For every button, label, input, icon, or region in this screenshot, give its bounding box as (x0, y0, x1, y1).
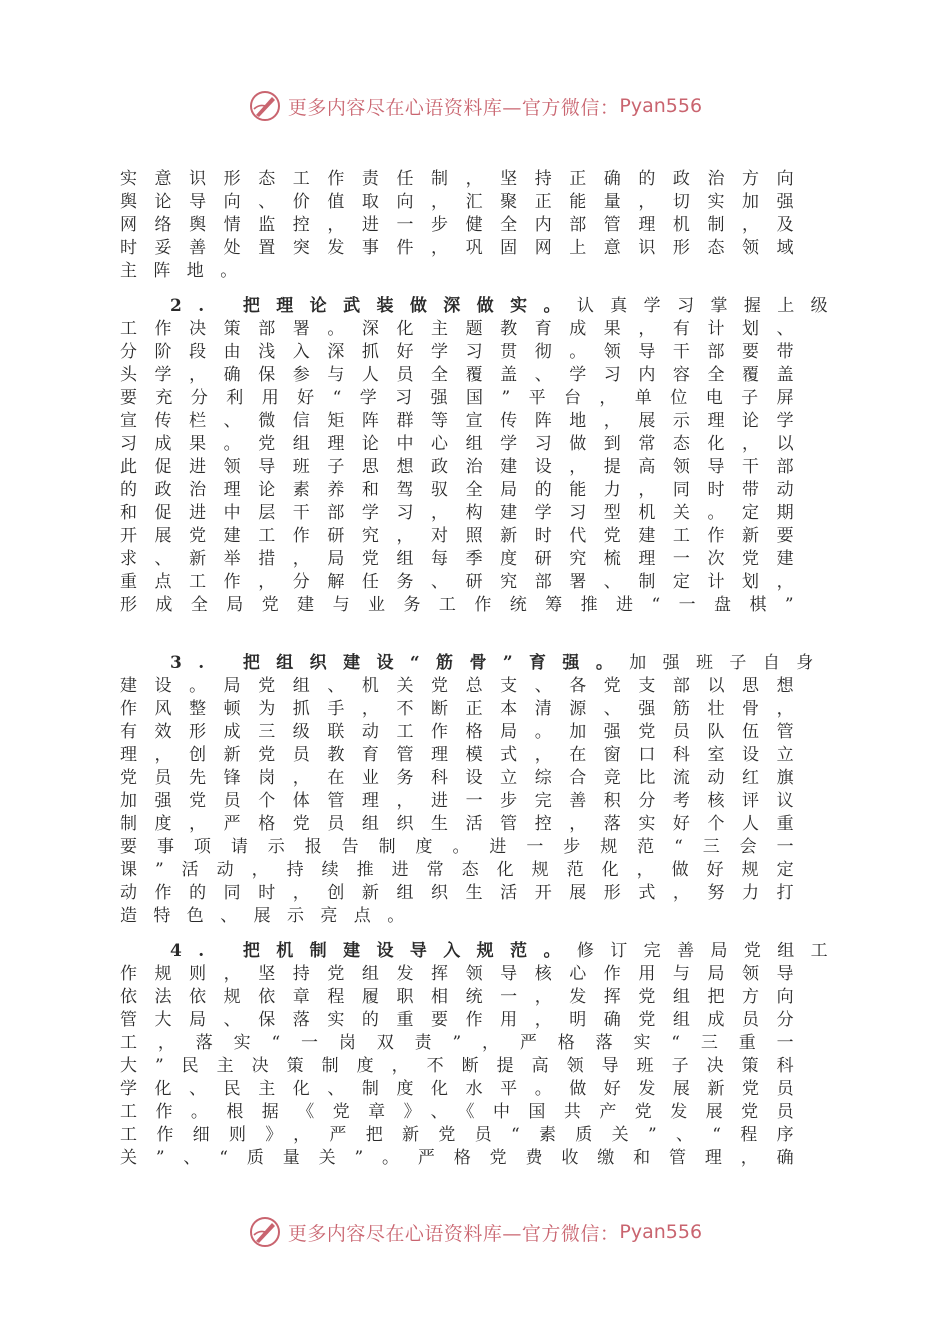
text-line: 头学，确保参与人员全覆盖、学习内容全覆盖 (120, 365, 810, 385)
document-body (120, 168, 845, 1170)
text-line: 开展党建工作研究，对照新时代党建工作新要 (120, 526, 810, 546)
text-line: 分阶段由浅入深抓好学习贯彻。领导干部要带 (120, 342, 810, 362)
text-line: 造特色、展示亮点。 (120, 906, 421, 926)
text-line: 舆论导向、价值取向，汇聚正能量，切实加强 (120, 192, 810, 212)
paragraph-text: 认真学习掌握上级 (576, 296, 845, 316)
text-line: 课”活动，持续推进常态化规范化，做好规定 (120, 860, 810, 880)
text-line: 建设。局党组、机关党总支、各党支部以思想 (120, 676, 810, 696)
pen-logo-icon (248, 1215, 282, 1249)
paragraph-gap (120, 928, 810, 940)
pen-logo-icon (248, 89, 282, 123)
text-line: 重点工作，分解任务、研究部署、制定计划， (120, 572, 810, 592)
paragraph-first-line (120, 940, 845, 963)
text-line: 时妥善处置突发事件，巩固网上意识形态领域 (120, 238, 810, 258)
text-line: 工作细则》，严把新党员“素质关”、“程序 (120, 1125, 810, 1145)
text-line: 要充分利用好“学习强国”平台，单位电子屏 (120, 388, 810, 408)
watermark-text: 更多内容尽在心语资料库—官方微信： (287, 1222, 620, 1245)
paragraph (120, 168, 810, 283)
text-line: 依法依规依章程履职相统一，发挥党组把方向 (120, 987, 810, 1007)
text-line: 学化、民主化、制度化水平。做好发展新党员 (120, 1079, 810, 1099)
text-line: 和促进中层干部学习，构建学习型机关。定期 (120, 503, 810, 523)
text-line: 党员先锋岗，在业务科设立综合竞比流动红旗 (120, 768, 810, 788)
text-line: 求、新举措，局党组每季度研究梳理一次党建 (120, 549, 810, 569)
paragraph-gap (120, 617, 810, 652)
text-line: 作规则，坚持党组发挥领导核心作用与局领导 (120, 964, 810, 984)
watermark-code: Pyan556 (619, 95, 703, 117)
paragraph (120, 940, 845, 1170)
watermark-text: 更多内容尽在心语资料库—官方微信： (287, 96, 620, 119)
text-line: 形成全局党建与业务工作统筹推进“一盘棋” (120, 595, 810, 615)
paragraph (120, 295, 845, 617)
text-line: 工作决策部署。深化主题教育成果，有计划、 (120, 319, 810, 339)
text-line: 实意识形态工作责任制，坚持正确的政治方向 (120, 169, 810, 189)
text-line: 作风整顿为抓手，不断正本清源、强筋壮骨， (120, 699, 810, 719)
watermark-code: Pyan556 (619, 1221, 703, 1243)
text-line: 的政治理论素养和驾驭全局的能力，同时带动 (120, 480, 810, 500)
text-line: 关”、“质量关”。严格党费收缴和管理，确 (120, 1148, 810, 1168)
section-heading: 2. 把理论武装做深做实。 (170, 296, 577, 316)
paragraph (120, 652, 830, 928)
paragraph-first-line (120, 652, 830, 675)
text-line: 大”民主决策制度，不断提高领导班子决策科 (120, 1056, 810, 1076)
text-line: 工作。根据《党章》、《中国共产党发展党员 (120, 1102, 810, 1122)
text-line: 理，创新党员教育管理模式，在窗口科室设立 (120, 745, 810, 765)
text-line: 主阵地。 (120, 261, 254, 281)
paragraph-text: 加强班子自身 (629, 653, 830, 673)
text-line: 要事项请示报告制度。进一步规范“三会一 (120, 837, 810, 857)
text-line: 管大局、保落实的重要作用，明确党组成员分 (120, 1010, 810, 1030)
paragraph-text: 修订完善局党组工 (576, 941, 845, 961)
paragraph-first-line (120, 295, 845, 318)
text-line: 制度，严格党员组织生活管控，落实好个人重 (120, 814, 810, 834)
section-heading: 3. 把组织建设“筋骨”育强。 (170, 653, 630, 673)
section-heading: 4. 把机制建设导入规范。 (170, 941, 577, 961)
text-line: 有效形成三级联动工作格局。加强党员队伍管 (120, 722, 810, 742)
watermark-header (0, 86, 950, 126)
text-line: 宣传栏、微信矩阵群等宣传阵地，展示理论学 (120, 411, 810, 431)
paragraph-gap (120, 283, 810, 295)
text-line: 工，落实“一岗双责”，严格落实“三重一 (120, 1033, 810, 1053)
text-line: 习成果。党组理论中心组学习做到常态化，以 (120, 434, 810, 454)
text-line: 此促进领导班子思想政治建设，提高领导干部 (120, 457, 810, 477)
text-line: 加强党员个体管理，进一步完善积分考核评议 (120, 791, 810, 811)
watermark-footer (0, 1212, 950, 1252)
text-line: 网络舆情监控，进一步健全内部管理机制，及 (120, 215, 810, 235)
text-line: 动作的同时，创新组织生活开展形式，努力打 (120, 883, 810, 903)
